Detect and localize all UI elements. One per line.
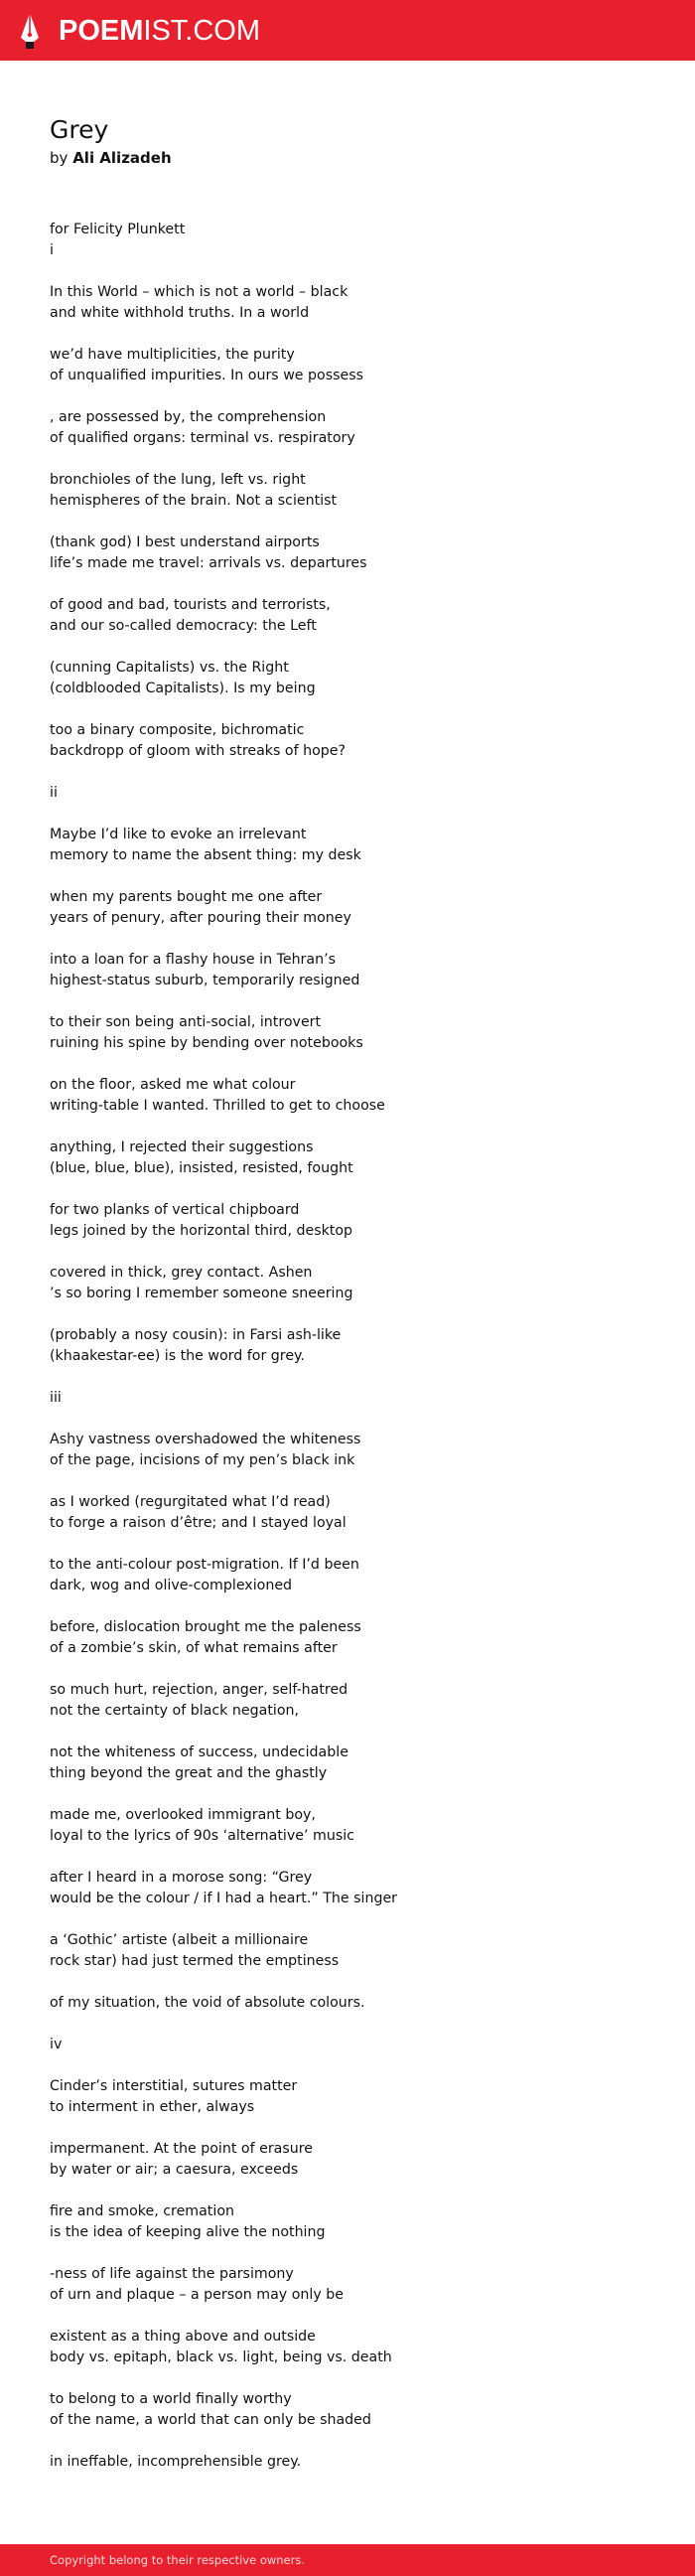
poem-line: dark, wog and olive-complexioned <box>50 1578 293 1593</box>
poem-line: of urn and plaque – a person may only be <box>50 2287 344 2303</box>
logo-wordmark <box>59 11 260 51</box>
poem-line: , are possessed by, the comprehension <box>50 409 327 425</box>
poem-stanza <box>50 1805 645 1847</box>
poem-line: of good and bad, tourists and terrorists, <box>50 597 331 613</box>
poem-line: covered in thick, grey contact. Ashen <box>50 1265 313 1281</box>
poem-line: ii <box>50 785 58 801</box>
poem-line: made me, overlooked immigrant boy, <box>50 1807 316 1823</box>
poem-line: memory to name the absent thing: my desk <box>50 847 361 863</box>
poem-line: (khaakestar-ee) is the word for grey. <box>50 1348 305 1364</box>
poem-line: on the floor, asked me what colour <box>50 1077 296 1093</box>
copyright-notice: Copyright belong to their respective owners. <box>50 2553 306 2567</box>
poem-line: existent as a thing above and outside <box>50 2329 316 2345</box>
poem-line: i <box>50 242 54 258</box>
poem-title: Grey <box>50 115 109 144</box>
poem-stanza <box>50 240 645 324</box>
poem-line: after I heard in a morose song: “Grey <box>50 1870 313 1886</box>
poem-line: of a zombie’s skin, of what remains after <box>50 1640 338 1656</box>
poem-line: loyal to the lyrics of 90s ‘alternative’ music <box>50 1828 354 1844</box>
poem-content <box>50 115 645 2494</box>
poem-stanza <box>50 783 645 804</box>
poem-line: a ‘Gothic’ artiste (albeit a millionaire <box>50 1932 309 1948</box>
poem-stanza <box>50 1743 645 1784</box>
poem-stanza <box>50 470 645 512</box>
poem-line: (probably a nosy cousin): in Farsi ash-like <box>50 1327 342 1343</box>
poem-line: fire and smoke, cremation <box>50 2203 234 2219</box>
site-footer <box>0 2544 695 2576</box>
pen-nib-icon <box>18 11 42 51</box>
poem-stanza <box>50 407 645 449</box>
poem-line <box>50 261 645 282</box>
poem-line: in ineffable, incomprehensible grey. <box>50 2454 302 2470</box>
poem-line: and white withhold truths. In a world <box>50 305 310 321</box>
poem-line: Ashy vastness overshadowed the whiteness <box>50 1432 361 1447</box>
poem-stanza <box>50 1388 645 1409</box>
poem-line: (coldblooded Capitalists). Is my being <box>50 681 316 696</box>
poem-stanza <box>50 2076 645 2118</box>
poem-line: iii <box>50 1390 62 1406</box>
poem-line: impermanent. At the point of erasure <box>50 2141 313 2157</box>
poem-line: -ness of life against the parsimony <box>50 2266 294 2282</box>
logo-wordmark-light: IST.COM <box>143 15 261 47</box>
poem-byline <box>50 148 645 168</box>
poem-line: hemispheres of the brain. Not a scientist <box>50 493 338 509</box>
poem-line: to the anti-colour post-migration. If I’d been <box>50 1557 359 1573</box>
poem-line: of the name, a world that can only be shaded <box>50 2412 371 2428</box>
poem-line: Maybe I’d like to evoke an irrelevant <box>50 827 307 842</box>
poem-line: legs joined by the horizontal third, desktop <box>50 1223 353 1239</box>
poem-line: (cunning Capitalists) vs. the Right <box>50 660 289 676</box>
poem-line: ’s so boring I remember someone sneering <box>50 1286 353 1301</box>
poem-line: anything, I rejected their suggestions <box>50 1139 314 1155</box>
poem-line: life’s made me travel: arrivals vs. departures <box>50 555 367 571</box>
poem-line: to belong to a world finally worthy <box>50 2391 292 2407</box>
poem-line: of unqualified impurities. In ours we possess <box>50 368 364 383</box>
poem-line: not the whiteness of success, undecidable <box>50 1744 348 1760</box>
poem-line: rock star) had just termed the emptiness <box>50 1953 340 1969</box>
site-header <box>0 0 695 61</box>
poem-dedication: for Felicity Plunkett <box>50 222 186 237</box>
poem-line: of the page, incisions of my pen’s black ink <box>50 1452 355 1468</box>
poem-line: body vs. epitaph, black vs. light, being vs. death <box>50 2349 392 2365</box>
poem-stanza <box>50 2452 645 2473</box>
poem-stanza <box>50 1680 645 1722</box>
poem-stanza <box>50 532 645 574</box>
poem-stanza <box>50 1492 645 1534</box>
poem-line: of my situation, the void of absolute colours. <box>50 1995 365 2011</box>
poem-line: and our so-called democracy: the Left <box>50 618 317 634</box>
poem-line: is the idea of keeping alive the nothing <box>50 2224 326 2240</box>
poem-stanza <box>50 2327 645 2368</box>
poem-stanza <box>50 720 645 762</box>
poem-line: we’d have multiplicities, the purity <box>50 347 295 363</box>
poem-stanza <box>50 1263 645 1304</box>
poem-line: (thank god) I best understand airports <box>50 534 320 550</box>
poem-stanza <box>50 1993 645 2014</box>
poem-line: of qualified organs: terminal vs. respiratory <box>50 430 355 446</box>
poem-line: by water or air; a caesura, exceeds <box>50 2162 299 2178</box>
poem-line: years of penury, after pouring their money <box>50 910 351 926</box>
poem-line: too a binary composite, bichromatic <box>50 722 305 738</box>
poem-stanza <box>50 1325 645 1367</box>
poem-line: Cinder’s interstitial, sutures matter <box>50 2078 298 2094</box>
poem-stanza <box>50 595 645 637</box>
poem-line: thing beyond the great and the ghastly <box>50 1765 328 1781</box>
poem-line: backdropp of gloom with streaks of hope? <box>50 743 347 759</box>
site-logo-link[interactable] <box>18 11 260 51</box>
poem-line: highest-status suburb, temporarily resigned <box>50 973 360 988</box>
poem-stanza <box>50 887 645 929</box>
poem-stanza <box>50 1430 645 1471</box>
poem-line: into a loan for a flashy house in Tehran’s <box>50 952 336 968</box>
poem-line: In this World – which is not a world – black <box>50 284 348 300</box>
poem-line: not the certainty of black negation, <box>50 1703 300 1719</box>
poem-stanza <box>50 950 645 991</box>
poem-line: would be the colour / if I had a heart.” The singer <box>50 1891 398 1906</box>
poem-line: writing-table I wanted. Thrilled to get to choose <box>50 1098 385 1114</box>
poem-stanza <box>50 1137 645 1179</box>
poem-stanza <box>50 1930 645 1972</box>
poem-stanza <box>50 1555 645 1596</box>
poem-line: to interment in ether, always <box>50 2099 255 2115</box>
poem-body <box>50 220 645 2473</box>
poem-stanza <box>50 1868 645 1909</box>
poem-line: to their son being anti-social, introvert <box>50 1014 322 1030</box>
poem-stanza <box>50 2264 645 2306</box>
poem-stanza <box>50 1075 645 1117</box>
poem-stanza <box>50 658 645 699</box>
poem-line: when my parents bought me one after <box>50 889 323 905</box>
poem-stanza <box>50 345 645 386</box>
byline-prefix: by <box>50 149 69 167</box>
poem-line: iv <box>50 2037 63 2052</box>
poem-stanza <box>50 2139 645 2181</box>
author-link[interactable]: Ali Alizadeh <box>72 149 172 167</box>
poem-line: (blue, blue, blue), insisted, resisted, fought <box>50 1160 353 1176</box>
poem-stanza <box>50 2389 645 2431</box>
poem-stanza <box>50 1617 645 1659</box>
poem-line: before, dislocation brought me the paleness <box>50 1619 361 1635</box>
poem-stanza <box>50 1200 645 1242</box>
logo-wordmark-strong: POEM <box>59 15 144 47</box>
poem-stanza <box>50 2201 645 2243</box>
poem-stanza <box>50 825 645 866</box>
poem-line: for two planks of vertical chipboard <box>50 1202 300 1218</box>
poem-line: so much hurt, rejection, anger, self-hatred <box>50 1682 348 1698</box>
poem-line: to forge a raison d’être; and I stayed loyal <box>50 1515 347 1531</box>
poem-stanza <box>50 1012 645 1054</box>
poem-line: as I worked (regurgitated what I’d read) <box>50 1494 331 1510</box>
poem-stanza <box>50 2035 645 2055</box>
poem-line: ruining his spine by bending over notebooks <box>50 1035 363 1051</box>
poem-line: bronchioles of the lung, left vs. right <box>50 472 306 488</box>
